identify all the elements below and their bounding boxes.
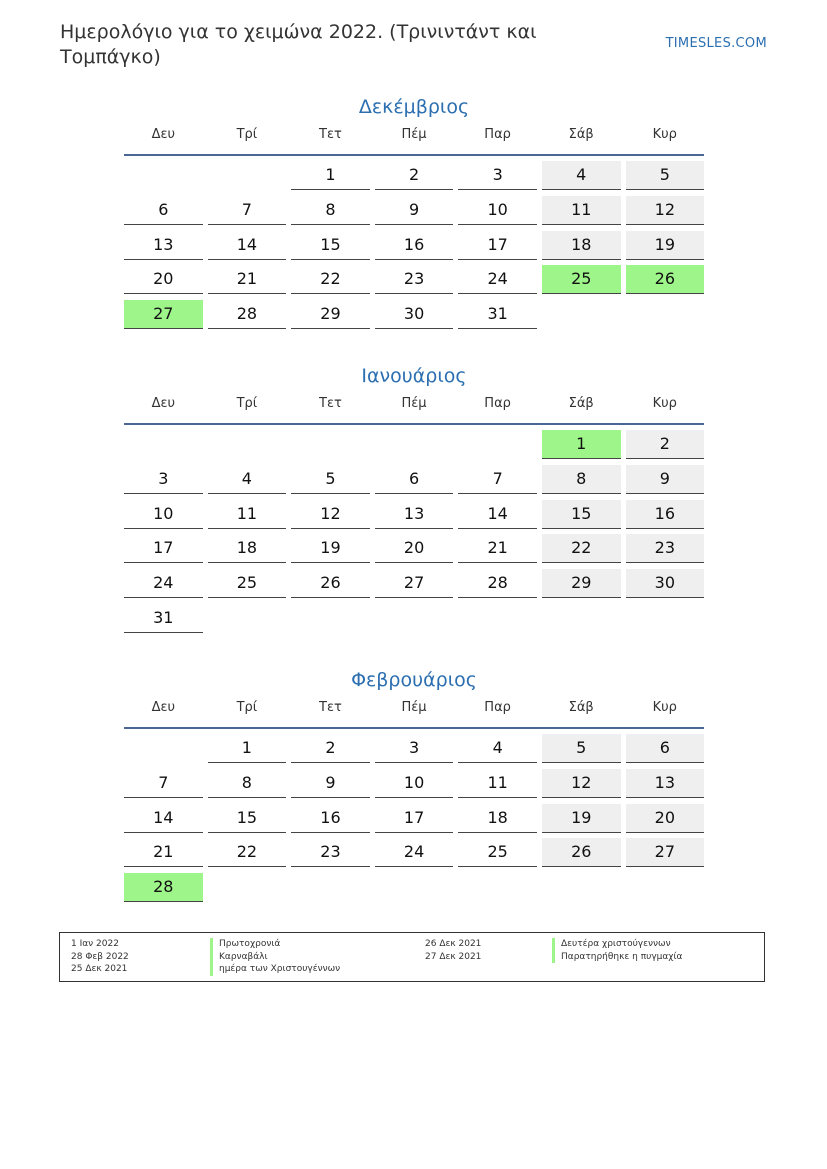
legend-date: 25 Δεκ 2021 — [71, 964, 128, 975]
month-february — [124, 667, 704, 902]
legend-holiday-name: Δευτέρα χριστούγεννων — [552, 938, 682, 951]
day-cell[interactable]: 31 — [124, 604, 203, 633]
day-cell[interactable]: 5 — [626, 161, 705, 190]
day-cell[interactable]: 28 — [458, 569, 537, 598]
day-cell[interactable]: 14 — [458, 500, 537, 529]
day-cell[interactable]: 31 — [458, 300, 537, 329]
day-cell[interactable]: 9 — [375, 196, 454, 225]
weekday-label: Σάβ — [568, 127, 594, 142]
day-cell[interactable]: 18 — [542, 231, 621, 260]
day-cell[interactable]: 1 — [208, 734, 287, 763]
day-cell[interactable]: 22 — [291, 265, 370, 294]
legend-holiday-name: Πρωτοχρονιά — [210, 938, 340, 951]
day-cell[interactable]: 3 — [124, 465, 203, 494]
day-cell[interactable]: 9 — [291, 769, 370, 798]
day-cell[interactable]: 10 — [124, 500, 203, 529]
day-cell[interactable]: 16 — [375, 231, 454, 260]
day-cell[interactable]: 2 — [626, 430, 705, 459]
weekday-label: Τρί — [236, 127, 258, 142]
day-cell[interactable]: 5 — [542, 734, 621, 763]
day-cell[interactable]: 28 — [208, 300, 287, 329]
day-cell[interactable]: 7 — [124, 769, 203, 798]
day-cell[interactable]: 29 — [542, 569, 621, 598]
day-cell[interactable]: 19 — [626, 231, 705, 260]
day-cell[interactable]: 4 — [208, 465, 287, 494]
header-rule — [124, 154, 704, 156]
empty-cell — [458, 430, 537, 459]
day-cell[interactable]: 20 — [375, 534, 454, 563]
day-cell[interactable]: 11 — [458, 769, 537, 798]
day-grid — [124, 161, 704, 329]
day-cell[interactable]: 8 — [291, 196, 370, 225]
month-title: Ιανουάριος — [361, 365, 467, 387]
legend-holiday-name: ημέρα των Χριστουγέννων — [210, 963, 340, 976]
day-cell[interactable]: 24 — [375, 838, 454, 867]
weekday-label: Τετ — [319, 700, 342, 715]
day-cell[interactable]: 14 — [208, 231, 287, 260]
day-cell[interactable]: 18 — [458, 804, 537, 833]
legend-left-names — [210, 938, 340, 976]
weekday-label: Τετ — [319, 396, 342, 411]
day-cell[interactable]: 24 — [458, 265, 537, 294]
day-cell[interactable]: 13 — [124, 231, 203, 260]
legend-date: 1 Ιαν 2022 — [71, 939, 119, 949]
day-cell[interactable]: 6 — [375, 465, 454, 494]
day-cell[interactable]: 15 — [542, 500, 621, 529]
day-cell[interactable]: 25 — [458, 838, 537, 867]
weekday-label: Παρ — [484, 127, 511, 142]
legend-left-dates — [71, 938, 129, 976]
weekday-label: Δευ — [151, 700, 176, 715]
day-cell[interactable]: 20 — [626, 804, 705, 833]
legend-date: 28 Φεβ 2022 — [71, 951, 129, 962]
day-cell[interactable]: 27 — [626, 838, 705, 867]
day-cell[interactable]: 21 — [124, 838, 203, 867]
day-cell[interactable]: 12 — [291, 500, 370, 529]
weekday-header — [124, 393, 704, 415]
weekday-header — [124, 697, 704, 719]
day-cell[interactable]: 4 — [542, 161, 621, 190]
header-rule — [124, 423, 704, 425]
holiday-day-cell[interactable]: 26 — [626, 265, 705, 294]
day-cell[interactable]: 17 — [375, 804, 454, 833]
day-cell[interactable]: 25 — [208, 569, 287, 598]
legend-date: 27 Δεκ 2021 — [425, 951, 482, 962]
day-cell[interactable]: 27 — [375, 569, 454, 598]
holiday-day-cell[interactable]: 28 — [124, 873, 203, 902]
weekday-label: Πέμ — [401, 700, 427, 715]
day-cell[interactable]: 23 — [626, 534, 705, 563]
day-cell[interactable]: 21 — [208, 265, 287, 294]
weekday-label: Παρ — [484, 396, 511, 411]
weekday-label: Τρί — [236, 700, 258, 715]
day-cell[interactable]: 7 — [458, 465, 537, 494]
weekday-label: Παρ — [484, 700, 511, 715]
holiday-day-cell[interactable]: 25 — [542, 265, 621, 294]
day-cell[interactable]: 3 — [375, 734, 454, 763]
weekday-label: Πέμ — [401, 396, 427, 411]
holiday-day-cell[interactable]: 1 — [542, 430, 621, 459]
day-cell[interactable]: 10 — [458, 196, 537, 225]
day-cell[interactable]: 10 — [375, 769, 454, 798]
day-cell[interactable]: 15 — [291, 231, 370, 260]
day-cell[interactable]: 6 — [124, 196, 203, 225]
day-cell[interactable]: 22 — [208, 838, 287, 867]
day-cell[interactable]: 8 — [208, 769, 287, 798]
day-cell[interactable]: 23 — [375, 265, 454, 294]
empty-cell — [208, 430, 287, 459]
day-cell[interactable]: 12 — [626, 196, 705, 225]
day-cell[interactable]: 8 — [542, 465, 621, 494]
day-cell[interactable]: 24 — [124, 569, 203, 598]
day-cell[interactable]: 13 — [375, 500, 454, 529]
day-cell[interactable]: 7 — [208, 196, 287, 225]
day-cell[interactable]: 17 — [458, 231, 537, 260]
weekday-label: Κυρ — [652, 396, 677, 411]
empty-cell — [124, 161, 203, 190]
day-grid — [124, 430, 704, 633]
holiday-day-cell[interactable]: 27 — [124, 300, 203, 329]
month-title: Φεβρουάριος — [351, 669, 477, 691]
month-december — [124, 94, 704, 329]
brand-link[interactable]: TIMESLES.COM — [665, 36, 767, 51]
weekday-label: Πέμ — [401, 127, 427, 142]
legend-holiday-name: Καρναβάλι — [210, 951, 340, 964]
day-cell[interactable]: 26 — [291, 569, 370, 598]
day-cell[interactable]: 16 — [626, 500, 705, 529]
day-cell[interactable]: 11 — [542, 196, 621, 225]
page-title: Ημερολόγιο για το χειμώνα 2022. (Τρινιντάντ και Τομπάγκο) — [60, 21, 537, 68]
day-cell[interactable]: 19 — [291, 534, 370, 563]
weekday-label: Τρί — [236, 396, 258, 411]
day-cell[interactable]: 29 — [291, 300, 370, 329]
weekday-label: Δευ — [151, 127, 176, 142]
day-cell[interactable]: 11 — [208, 500, 287, 529]
day-cell[interactable]: 16 — [291, 804, 370, 833]
weekday-header — [124, 124, 704, 146]
day-cell[interactable]: 5 — [291, 465, 370, 494]
empty-cell — [208, 161, 287, 190]
day-cell[interactable]: 3 — [458, 161, 537, 190]
month-title: Δεκέμβριος — [358, 96, 470, 118]
header-rule — [124, 727, 704, 729]
empty-cell — [124, 430, 203, 459]
day-cell[interactable]: 17 — [124, 534, 203, 563]
day-cell[interactable]: 23 — [291, 838, 370, 867]
day-cell[interactable]: 19 — [542, 804, 621, 833]
empty-cell — [291, 430, 370, 459]
weekday-label: Δευ — [151, 396, 176, 411]
day-cell[interactable]: 30 — [375, 300, 454, 329]
day-cell[interactable]: 26 — [542, 838, 621, 867]
weekday-label: Σάβ — [568, 700, 594, 715]
holiday-legend — [59, 932, 765, 982]
weekday-label: Σάβ — [568, 396, 594, 411]
empty-cell — [375, 430, 454, 459]
day-grid — [124, 734, 704, 902]
day-cell[interactable]: 2 — [291, 734, 370, 763]
legend-right-names — [552, 938, 682, 963]
day-cell[interactable]: 6 — [626, 734, 705, 763]
day-cell[interactable]: 21 — [458, 534, 537, 563]
day-cell[interactable]: 13 — [626, 769, 705, 798]
day-cell[interactable]: 18 — [208, 534, 287, 563]
day-cell[interactable]: 2 — [375, 161, 454, 190]
month-january — [124, 363, 704, 633]
weekday-label: Τετ — [319, 127, 342, 142]
day-cell[interactable]: 22 — [542, 534, 621, 563]
day-cell[interactable]: 1 — [291, 161, 370, 190]
empty-cell — [124, 734, 203, 763]
day-cell[interactable]: 15 — [208, 804, 287, 833]
day-cell[interactable]: 20 — [124, 265, 203, 294]
day-cell[interactable]: 9 — [626, 465, 705, 494]
day-cell[interactable]: 4 — [458, 734, 537, 763]
day-cell[interactable]: 30 — [626, 569, 705, 598]
day-cell[interactable]: 14 — [124, 804, 203, 833]
legend-holiday-name: Παρατηρήθηκε η πυγμαχία — [552, 951, 682, 964]
weekday-label: Κυρ — [652, 700, 677, 715]
weekday-label: Κυρ — [652, 127, 677, 142]
day-cell[interactable]: 12 — [542, 769, 621, 798]
legend-date: 26 Δεκ 2021 — [425, 939, 482, 949]
legend-right-dates — [425, 938, 481, 963]
